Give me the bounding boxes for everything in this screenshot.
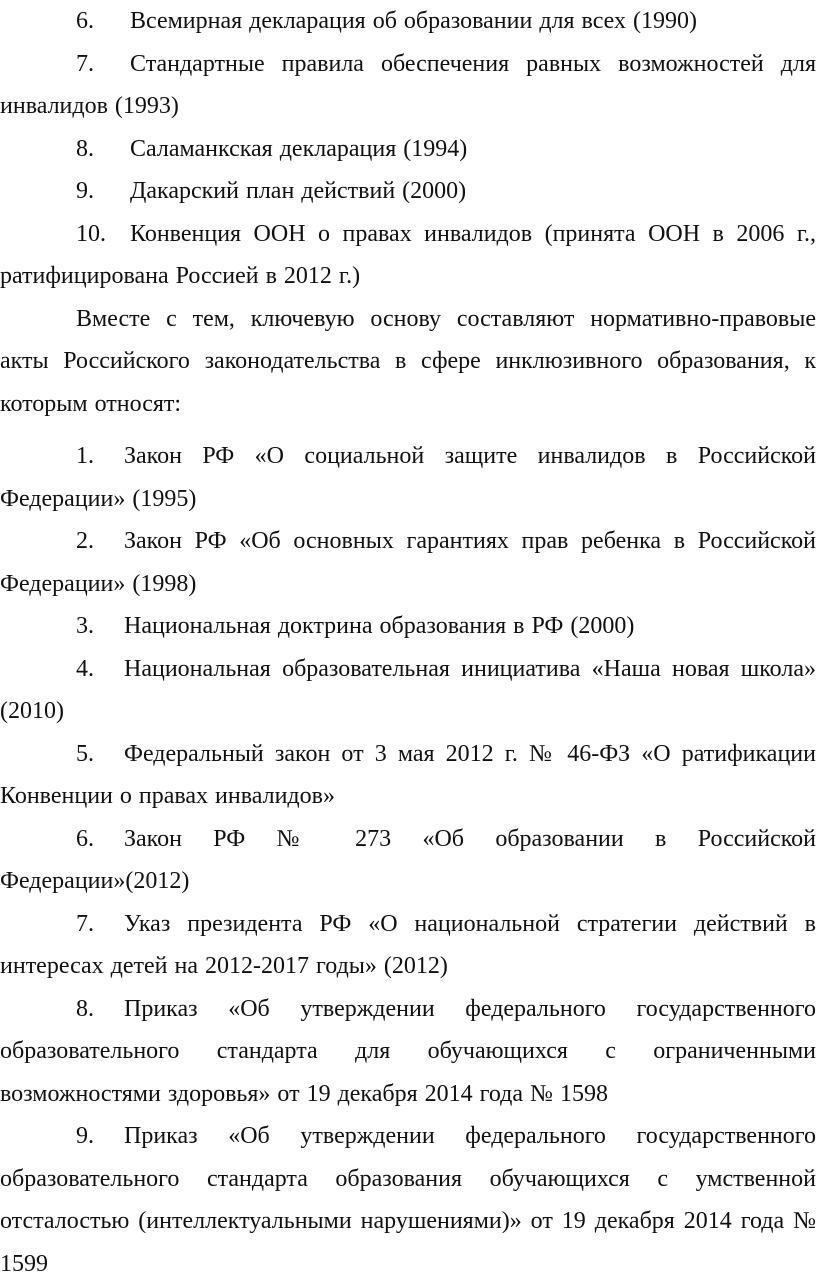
list-item-text: Закон РФ «Об основных гарантиях прав ребенка в Российской Федерации» (1998) xyxy=(0,528,816,597)
list-item-number: 8. xyxy=(76,995,94,1022)
list-item-number: 7. xyxy=(76,50,94,77)
international-acts-list xyxy=(0,0,816,298)
list-item-text: Саламанкская декларация (1994) xyxy=(130,135,468,162)
list-item-text: Закон РФ № 273 «Об образовании в Российской Федерации»(2012) xyxy=(0,825,816,894)
list-item xyxy=(0,733,816,818)
list-item-text: Закон РФ «О социальной защите инвалидов в Российской Федерации» (1995) xyxy=(0,443,816,512)
list-item xyxy=(0,1115,816,1285)
list-item xyxy=(0,435,816,520)
list-item xyxy=(0,213,816,298)
list-item-number: 9. xyxy=(76,1123,94,1149)
list-item-text: Всемирная декларация об образовании для всех (1990) xyxy=(130,8,697,34)
list-item-number: 6. xyxy=(76,8,94,34)
list-item-number: 5. xyxy=(76,740,94,767)
list-item-text: Стандартные правила обеспечения равных возможностей для инвалидов (1993) xyxy=(0,50,816,119)
list-item-number: 9. xyxy=(76,178,94,204)
list-item-number: 2. xyxy=(76,528,94,554)
list-item-number: 8. xyxy=(76,135,94,162)
list-item-text: Дакарский план действий (2000) xyxy=(130,178,467,204)
list-item xyxy=(0,520,816,605)
list-item-text: Конвенция ООН о правах инвалидов (принята ООН в 2006 г., ратифицирована Россией в 2012 г.) xyxy=(0,220,816,289)
body-paragraph: Вместе с тем, ключевую основу составляют нормативно-правовые акты Российского законодательства в сфере инклюзивного образования, к которым относят: xyxy=(0,305,816,417)
list-item xyxy=(0,170,816,213)
list-item xyxy=(0,648,816,733)
list-item-text: Национальная образовательная инициатива «Наша новая школа» (2010) xyxy=(0,655,816,724)
list-item-number: 7. xyxy=(76,910,94,937)
list-item-number: 10. xyxy=(76,220,106,247)
list-item-number: 4. xyxy=(76,655,94,682)
list-item-text: Федеральный закон от 3 мая 2012 г. № 46-ФЗ «О ратификации Конвенции о правах инвалидов» xyxy=(0,740,816,809)
list-item xyxy=(0,988,816,1116)
list-item-number: 6. xyxy=(76,825,94,852)
list-item-number: 3. xyxy=(76,613,94,639)
russian-acts-list xyxy=(0,435,816,1285)
list-item xyxy=(0,818,816,903)
list-item xyxy=(0,903,816,988)
list-item xyxy=(0,43,816,128)
list-item-text: Указ президента РФ «О национальной стратегии действий в интересах детей на 2012-2017 годы» (2012) xyxy=(0,910,816,979)
list-item-number: 1. xyxy=(76,443,94,469)
list-item-text: Приказ «Об утверждении федерального государственного образовательного стандарта образования обучающихся с умственной отсталостью (интеллектуальными нарушениями)» от 19 декабря 2014 года № 1599 xyxy=(0,1123,816,1277)
list-item xyxy=(0,128,816,171)
list-item-text: Приказ «Об утверждении федерального государственного образовательного стандарта для обучающихся с ограниченными возможностями здоровья» от 19 декабря 2014 года № 1598 xyxy=(0,995,816,1107)
list-item xyxy=(0,0,816,43)
list-item-text: Национальная доктрина образования в РФ (2000) xyxy=(124,613,635,639)
list-item xyxy=(0,605,816,648)
